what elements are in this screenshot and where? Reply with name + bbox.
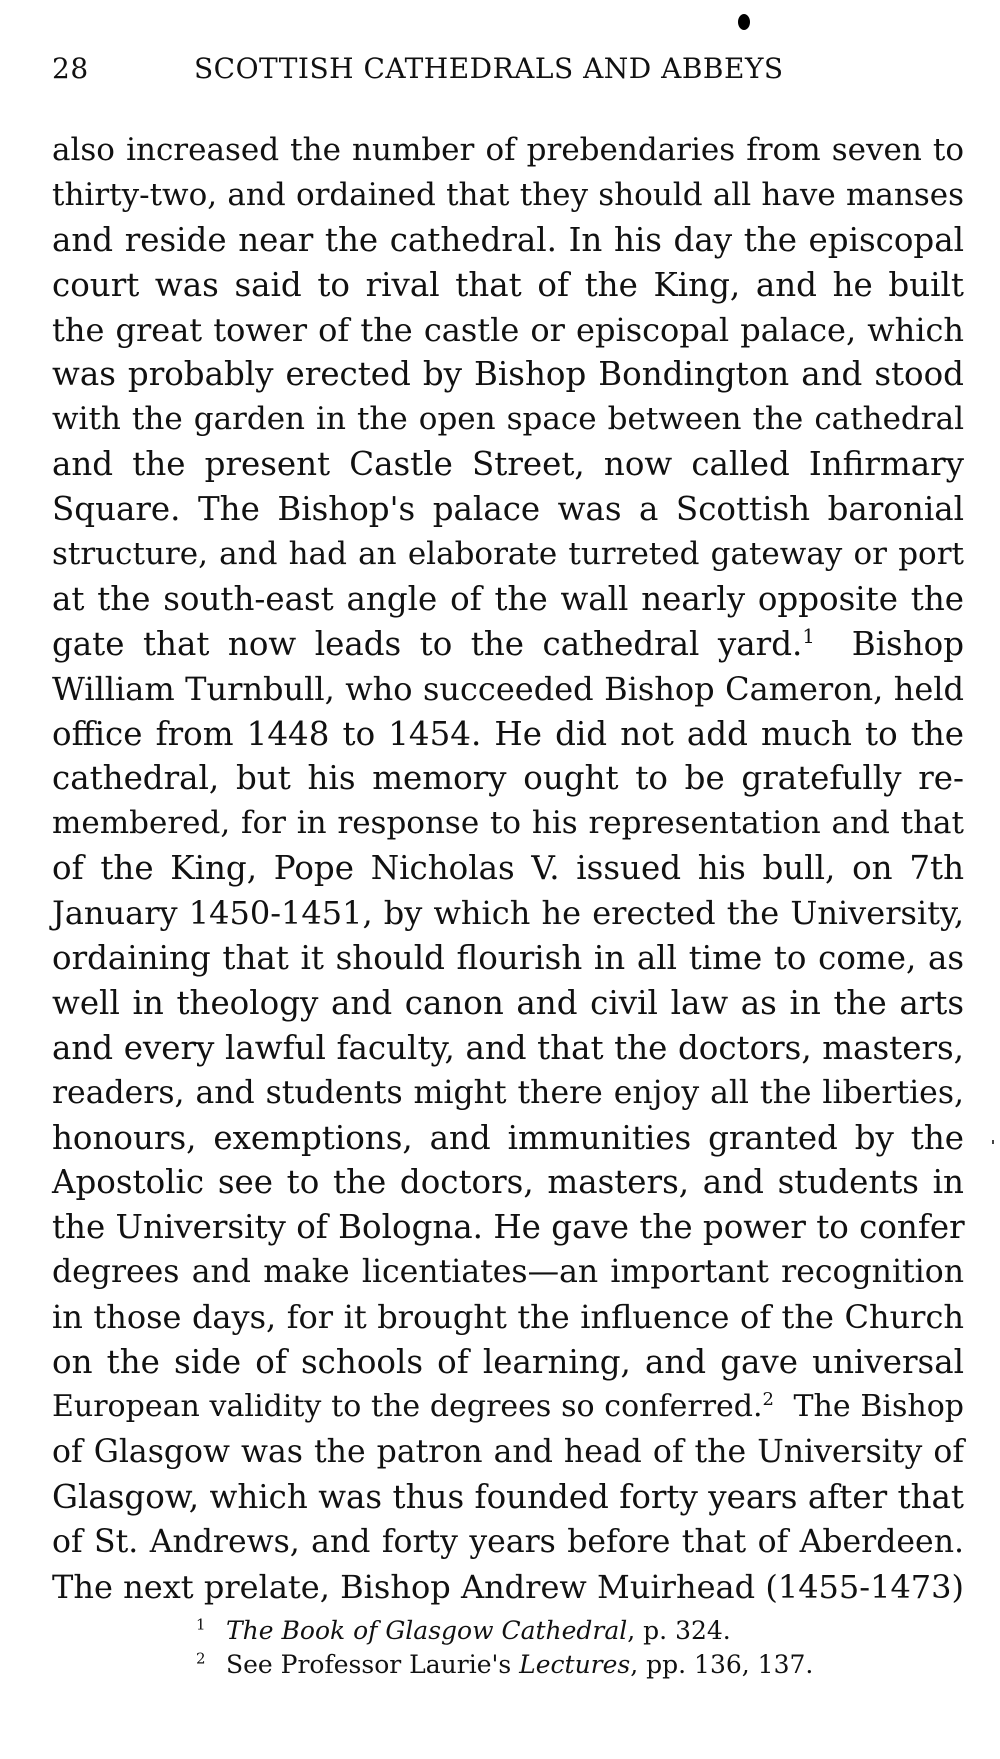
footnote-text: See Professor Laurie's [226, 1650, 520, 1679]
footnote-title: The Book of Glasgow Cathedral [226, 1616, 628, 1645]
text-segment: gate that now leads to the cathedral yard. [52, 624, 803, 663]
text-line: office from 1448 to 1454. He did not add much to the [52, 714, 964, 753]
text-line: in those days, for it brought the influence of the Church [52, 1298, 964, 1337]
text-line: also increased the number of prebendaries from seven to [52, 132, 964, 168]
footnote-title: Lectures [519, 1650, 631, 1679]
text-line: the great tower of the castle or episcopal palace, which [52, 310, 964, 349]
text-line [52, 622, 964, 667]
text-line: William Turnbull, who succeeded Bishop Cameron, held [52, 669, 964, 708]
ink-dot [738, 14, 750, 30]
body-text [52, 128, 964, 1609]
text-line: of Glasgow was the patron and head of the University of [52, 1433, 964, 1470]
text-line: well in theology and canon and civil law as in the arts [52, 983, 964, 1022]
text-line: the University of Bologna. He gave the power to confer [52, 1208, 965, 1247]
text-line: Glasgow, which was thus founded forty years after that [52, 1477, 964, 1516]
text-line: degrees and make licentiates—an important recognition [52, 1254, 964, 1291]
footnote-number: 2 [196, 1649, 206, 1668]
footnote-ref-1: 1 [802, 624, 815, 648]
text-line: was probably erected by Bishop Bondington and stood [52, 355, 964, 394]
footnote-text: , p. 324. [627, 1616, 731, 1645]
text-line: readers, and students might there enjoy all the liberties, [52, 1074, 964, 1111]
text-line: January 1450-1451, by which he erected the University, [52, 894, 964, 933]
running-header [52, 52, 952, 92]
running-title: SCOTTISH CATHEDRALS AND ABBEYS [194, 52, 784, 85]
text-line: and reside near the cathedral. In his day the episcopal [52, 220, 964, 259]
footnote-2 [196, 1648, 956, 1682]
text-line: thirty-two, and ordained that they should all have manses [52, 176, 964, 213]
text-line: honours, exemptions, and immunities granted by the [52, 1118, 964, 1157]
text-line: on the side of schools of learning, and gave universal [52, 1343, 964, 1382]
footnote-text: , pp. 136, 137. [630, 1650, 814, 1679]
footnote-number: 1 [196, 1615, 206, 1634]
text-line [52, 1385, 964, 1430]
page-number: 28 [52, 52, 89, 85]
text-line: at the south-east angle of the wall nearly opposite the [52, 579, 964, 618]
text-line: court was said to rival that of the King, and he built [52, 265, 964, 304]
margin-speck [992, 1140, 994, 1144]
text-line: ordaining that it should flourish in all time to come, as [52, 939, 964, 978]
text-segment: European validity to the degrees so conferred. [52, 1388, 763, 1424]
text-line: membered, for in response to his representation and that [52, 805, 964, 842]
text-line: with the garden in the open space between the cathedral [52, 401, 964, 438]
text-line: The next prelate, Bishop Andrew Muirhead (1455-1473) [52, 1567, 964, 1606]
text-segment: The Bishop [773, 1388, 964, 1424]
text-line: and the present Castle Street, now called Infirmary [52, 445, 964, 484]
text-line: Apostolic see to the doctors, masters, and students in [52, 1163, 964, 1202]
text-line: of St. Andrews, and forty years before that of Aberdeen. [52, 1523, 964, 1560]
footnote-ref-2: 2 [762, 1388, 774, 1410]
footnote-1 [196, 1614, 956, 1648]
text-segment: Bishop [814, 624, 964, 663]
footnotes [196, 1614, 956, 1682]
text-line: Square. The Bishop's palace was a Scottish baronial [52, 490, 964, 529]
text-line: and every lawful faculty, and that the doctors, masters, [52, 1028, 964, 1067]
text-line: of the King, Pope Nicholas V. issued his bull, on 7th [52, 849, 964, 888]
text-line: cathedral, but his memory ought to be gratefully re- [52, 759, 964, 798]
text-line: structure, and had an elaborate turreted gateway or port [52, 536, 964, 573]
